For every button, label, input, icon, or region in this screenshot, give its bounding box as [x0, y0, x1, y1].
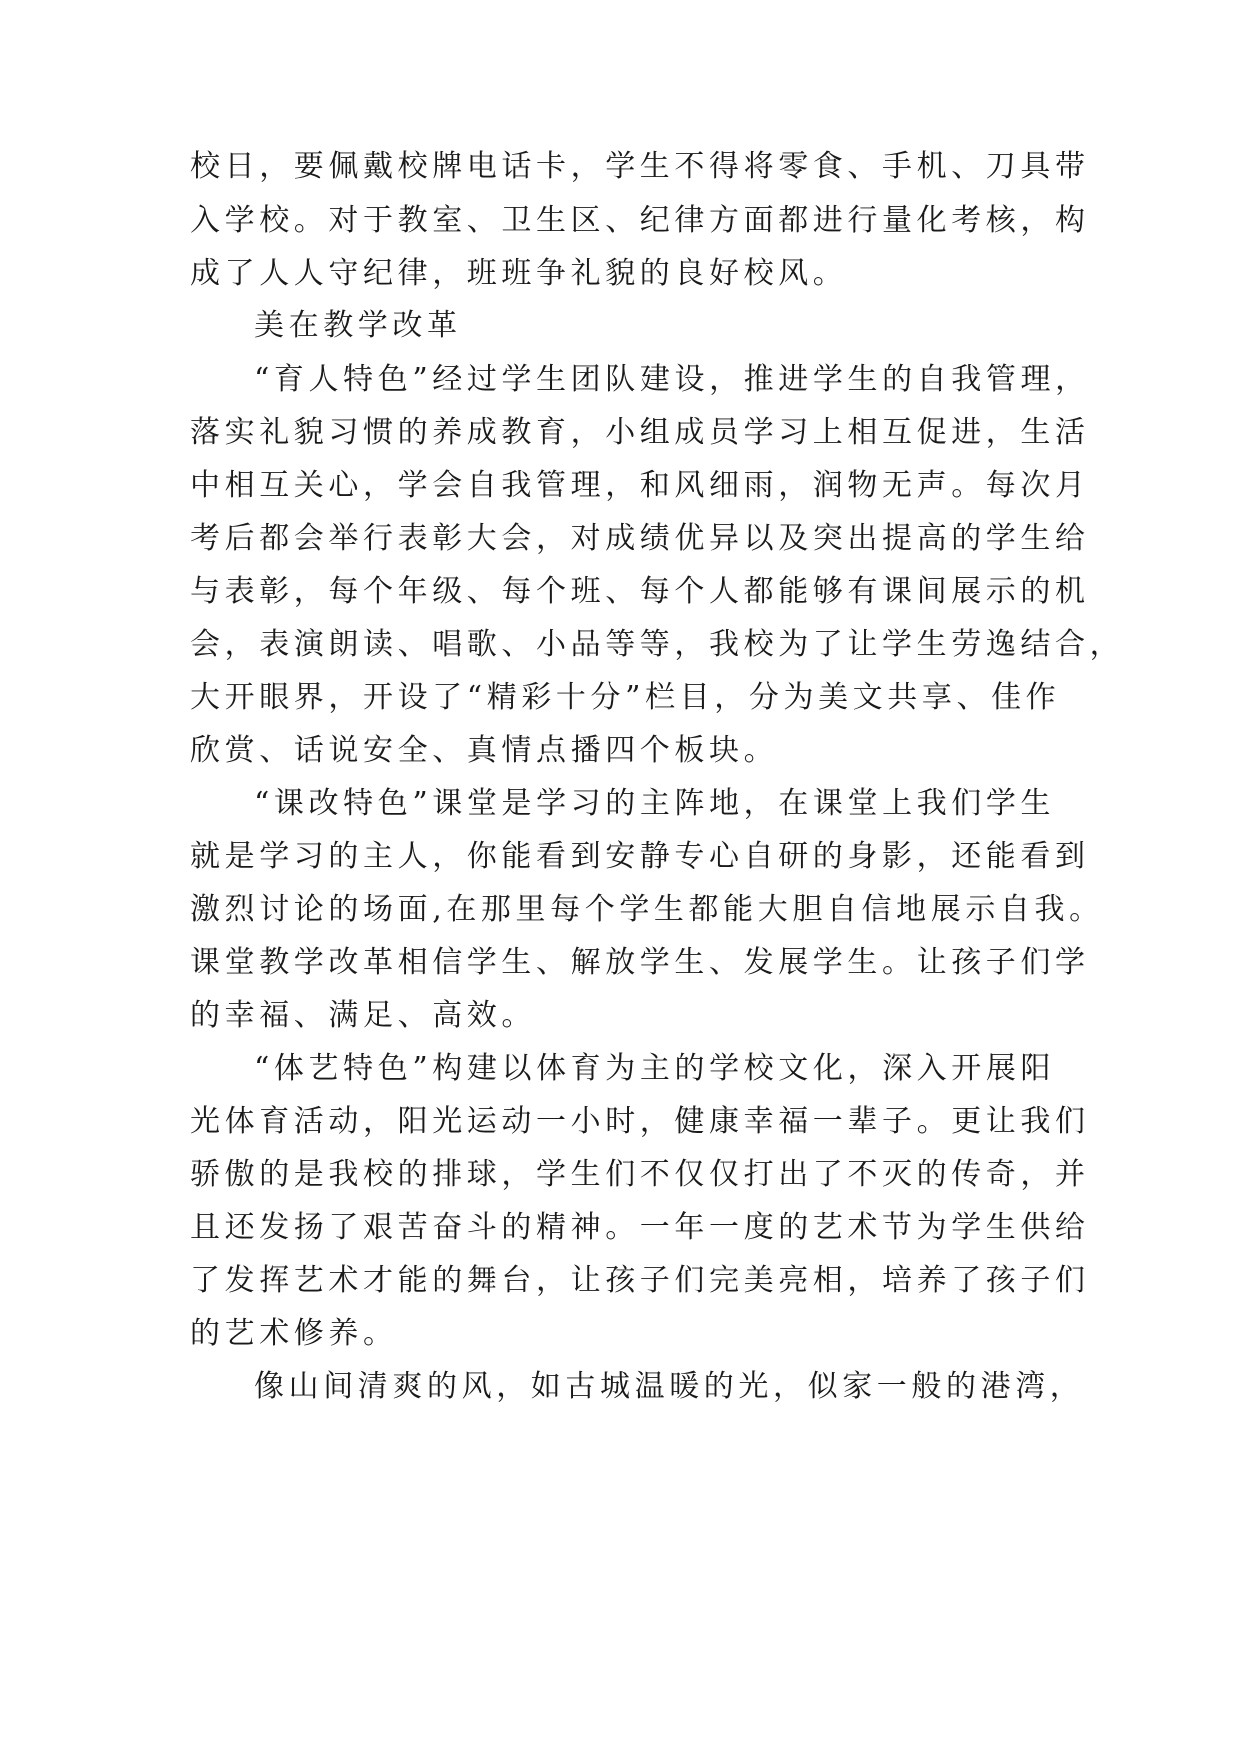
text-line: 落实礼貌习惯的养成教育，小组成员学习上相互促进，生活: [190, 415, 1090, 450]
text-line: “育人特色”经过学生团队建设，推进学生的自我管理，: [254, 362, 1090, 397]
text-line: 光体育活动，阳光运动一小时，健康幸福一辈子。更让我们: [190, 1104, 1090, 1139]
text-line: 中相互关心，学会自我管理，和风细雨，润物无声。每次月: [190, 468, 1090, 503]
text-line: 激烈讨论的场面,在那里每个学生都能大胆自信地展示自我。: [190, 892, 1104, 927]
text-line: “课改特色”课堂是学习的主阵地，在课堂上我们学生: [254, 786, 1056, 821]
text-line: 校日，要佩戴校牌电话卡，学生不得将零食、手机、刀具带: [190, 149, 1090, 184]
text-line: 课堂教学改革相信学生、解放学生、发展学生。让孩子们学: [190, 945, 1090, 980]
text-line: 入学校。对于教室、卫生区、纪律方面都进行量化考核，构: [190, 203, 1090, 238]
text-line: “体艺特色”构建以体育为主的学校文化，深入开展阳: [254, 1051, 1056, 1086]
text-line: 会，表演朗读、唱歌、小品等等，我校为了让学生劳逸结合，: [190, 627, 1125, 662]
text-line: 与表彰，每个年级、每个班、每个人都能够有课间展示的机: [190, 574, 1090, 609]
text-line: 像山间清爽的风，如古城温暖的光，似家一般的港湾，: [254, 1369, 1085, 1404]
text-line: 就是学习的主人，你能看到安静专心自研的身影，还能看到: [190, 839, 1090, 874]
text-line: 大开眼界，开设了“精彩十分”栏目，分为美文共享、佳作: [190, 680, 1061, 715]
text-line: 且还发扬了艰苦奋斗的精神。一年一度的艺术节为学生供给: [190, 1210, 1090, 1245]
section-heading: 美在教学改革: [254, 308, 462, 343]
text-line: 了发挥艺术才能的舞台，让孩子们完美亮相，培养了孩子们: [190, 1263, 1090, 1298]
text-line: 的艺术修养。: [190, 1316, 398, 1351]
text-line: 的幸福、满足、高效。: [190, 998, 536, 1033]
text-line: 考后都会举行表彰大会，对成绩优异以及突出提高的学生给: [190, 521, 1090, 556]
text-line: 骄傲的是我校的排球，学生们不仅仅打出了不灭的传奇，并: [190, 1157, 1090, 1192]
text-line: 成了人人守纪律，班班争礼貌的良好校风。: [190, 256, 848, 291]
text-line: 欣赏、话说安全、真情点播四个板块。: [190, 733, 779, 768]
